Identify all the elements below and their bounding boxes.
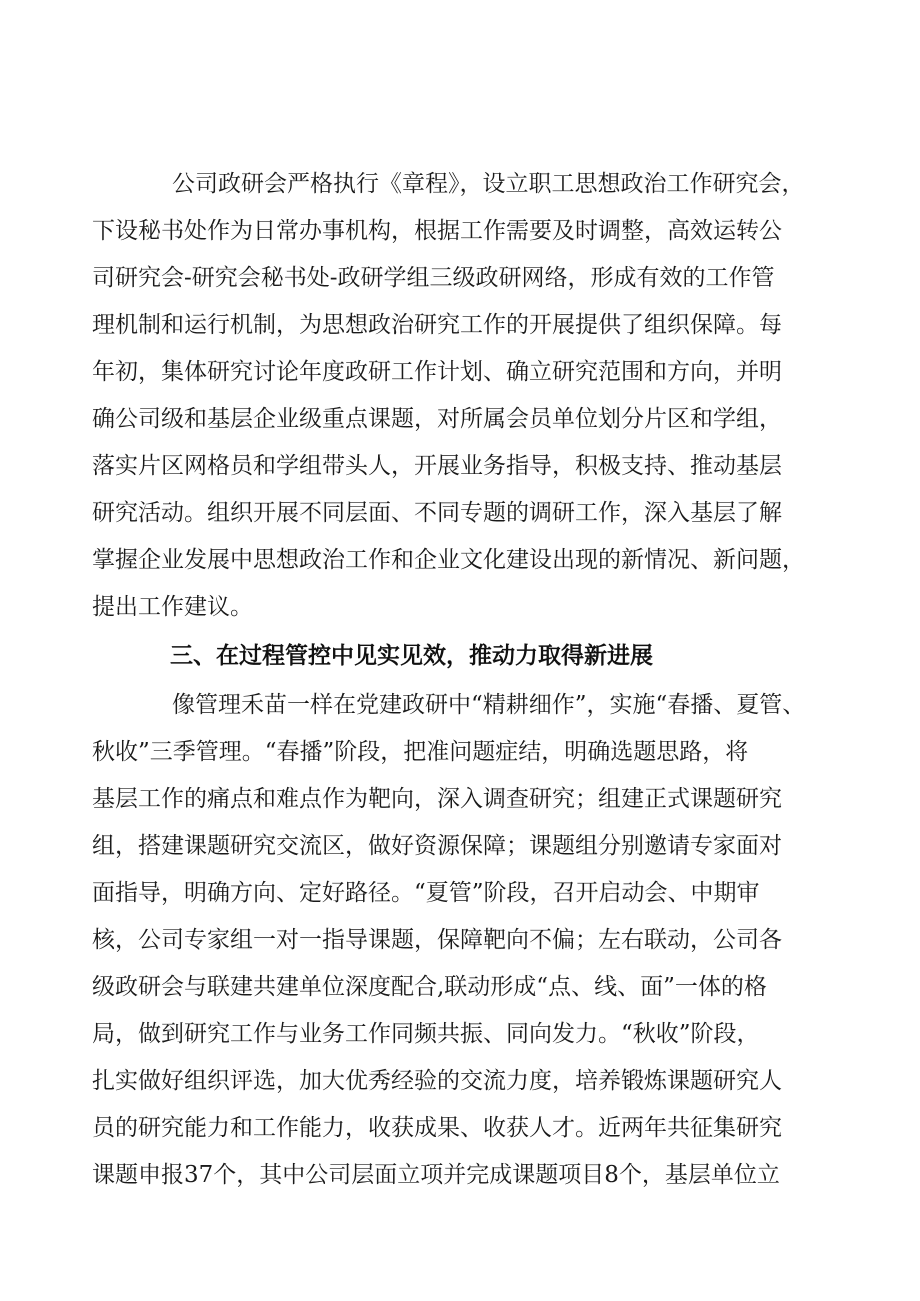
text-line: 理机制和运行机制，为思想政治研究工作的开展提供了组织保障。每 bbox=[92, 312, 782, 338]
paragraph-2-line-10 bbox=[0, 1106, 920, 1150]
text-line: 提出工作建议。 bbox=[92, 594, 253, 620]
heading-text: 三、在过程管控中见实见效，推动力取得新进展 bbox=[170, 643, 653, 669]
text-line: 组，搭建课题研究交流区，做好资源保障；课题组分别邀请专家面对 bbox=[92, 833, 782, 859]
text-line: 级政研会与联建共建单位深度配合,联动形成“点、线、面”一体的格 bbox=[92, 974, 767, 1000]
paragraph-2-line-8 bbox=[0, 1012, 920, 1056]
text-line: 面指导，明确方向、定好路径。“夏管”阶段，召开启动会、中期审 bbox=[92, 880, 760, 906]
text-line: 秋收”三季管理。“春播”阶段，把准问题症结，明确选题思路，将 bbox=[92, 739, 749, 765]
text-line: 员的研究能力和工作能力，收获成果、收获人才。近两年共征集研究 bbox=[92, 1115, 782, 1141]
paragraph-2-line-2 bbox=[0, 730, 920, 774]
paragraph-2-line-9 bbox=[0, 1059, 920, 1103]
paragraph-2-line-7 bbox=[0, 965, 920, 1009]
paragraph-1-line-4 bbox=[0, 303, 920, 347]
text-line: 课题申报37个，其中公司层面立项并完成课题项目8个，基层单位立 bbox=[92, 1162, 780, 1188]
paragraph-1-line-5 bbox=[0, 350, 920, 394]
text-line: 像管理禾苗一样在党建政研中“精耕细作”，实施“春播、夏管、 bbox=[172, 692, 806, 718]
text-line: 局，做到研究工作与业务工作同频共振、同向发力。“秋收”阶段， bbox=[92, 1021, 760, 1047]
paragraph-1-line-8 bbox=[0, 491, 920, 535]
text-line: 司研究会-研究会秘书处-政研学组三级政研网络，形成有效的工作管 bbox=[92, 265, 775, 291]
paragraph-2-line-6 bbox=[0, 918, 920, 962]
paragraph-1-line-10 bbox=[0, 585, 920, 629]
text-line: 掌握企业发展中思想政治工作和企业文化建设出现的新情况、新问题， bbox=[92, 547, 805, 573]
paragraph-1-line-6 bbox=[0, 397, 920, 441]
paragraph-1-line-9 bbox=[0, 538, 920, 582]
text-line: 核，公司专家组一对一指导课题，保障靶向不偏；左右联动，公司各 bbox=[92, 927, 782, 953]
paragraph-1-line-2 bbox=[0, 209, 920, 253]
paragraph-2-line-3 bbox=[0, 777, 920, 821]
text-line: 确公司级和基层企业级重点课题，对所属会员单位划分片区和学组， bbox=[92, 406, 782, 432]
paragraph-2-line-11 bbox=[0, 1153, 920, 1197]
paragraph-2-line-1 bbox=[0, 683, 920, 727]
paragraph-2-line-5 bbox=[0, 871, 920, 915]
text-line: 扎实做好组织评选，加大优秀经验的交流力度，培养锻炼课题研究人 bbox=[92, 1068, 782, 1094]
paragraph-2-line-4 bbox=[0, 824, 920, 868]
text-line: 落实片区网格员和学组带头人，开展业务指导，积极支持、推动基层 bbox=[92, 453, 782, 479]
text-line: 公司政研会严格执行《章程》，设立职工思想政治工作研究会， bbox=[172, 171, 805, 197]
text-line: 年初，集体研究讨论年度政研工作计划、确立研究范围和方向，并明 bbox=[92, 359, 782, 385]
paragraph-1-line-7 bbox=[0, 444, 920, 488]
text-line: 基层工作的痛点和难点作为靶向，深入调查研究；组建正式课题研究 bbox=[92, 786, 782, 812]
text-line: 下设秘书处作为日常办事机构，根据工作需要及时调整，高效运转公 bbox=[92, 218, 782, 244]
paragraph-1-line-3 bbox=[0, 256, 920, 300]
text-line: 研究活动。组织开展不同层面、不同专题的调研工作，深入基层了解 bbox=[92, 500, 782, 526]
paragraph-1-line-1 bbox=[0, 162, 920, 206]
section-heading bbox=[0, 634, 920, 678]
